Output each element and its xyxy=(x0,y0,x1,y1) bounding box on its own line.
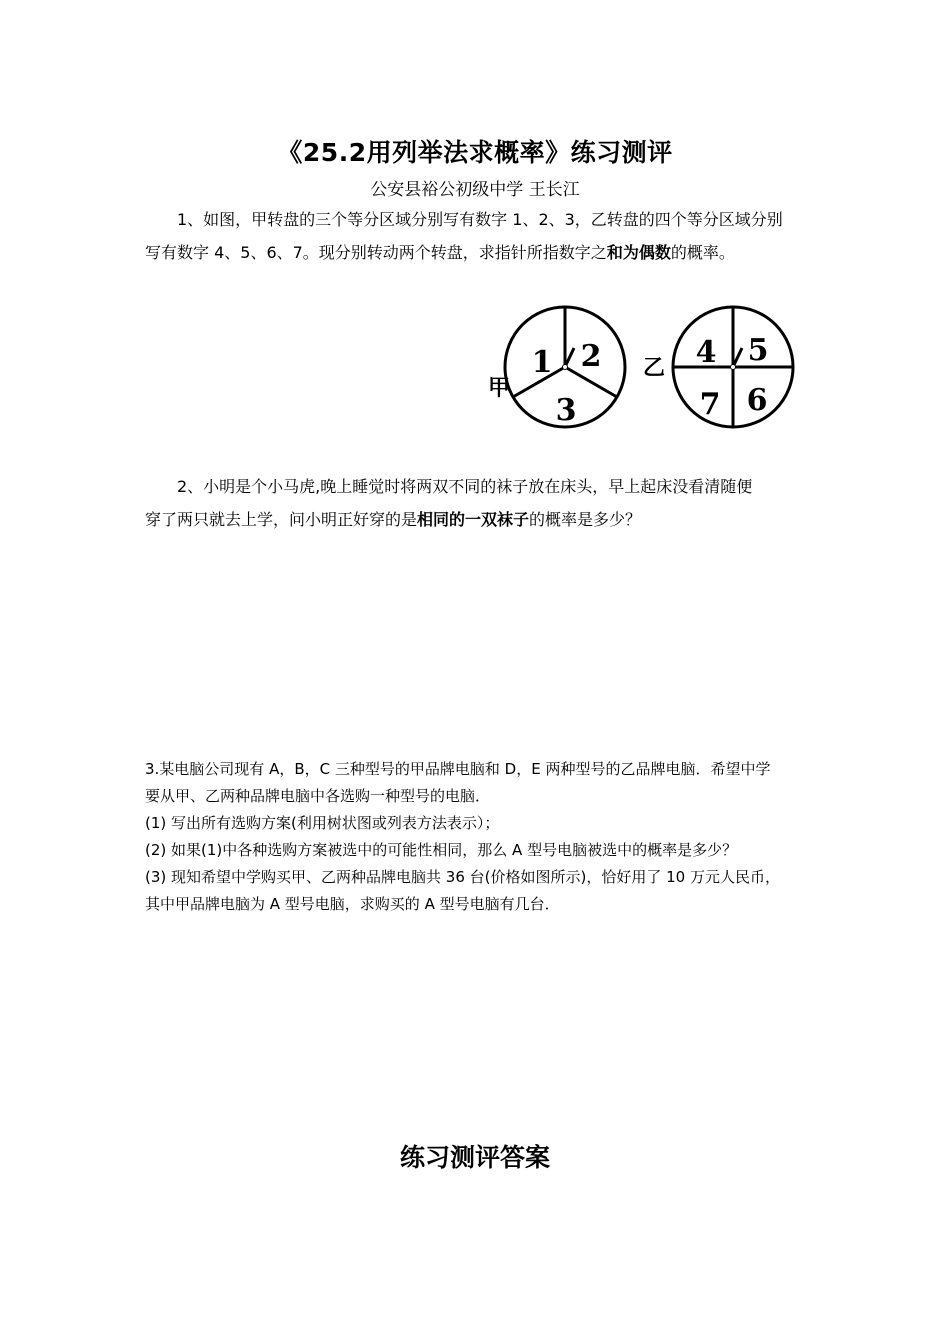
question-1 xyxy=(145,203,813,269)
question-3-part-3: (3) 现知希望中学购买甲、乙两种品牌电脑共 36 台(价格如图所示)，恰好用了 10 万元人民币， xyxy=(145,868,780,886)
spinner-figure xyxy=(470,300,800,430)
spinner-right xyxy=(673,307,793,427)
question-3-part-3-cont: 其中甲品牌电脑为 A 型号电脑，求购买的 A 型号电脑有几台． xyxy=(145,895,560,913)
question-2-emphasis: 相同的一双袜子 xyxy=(417,510,530,529)
spinner-right-number-7: 7 xyxy=(699,387,721,422)
spinner-right-number-4: 4 xyxy=(695,335,717,370)
spinner-left-number-1: 1 xyxy=(531,345,553,380)
page-title: 《25.2用列举法求概率》练习测评 xyxy=(277,138,673,167)
question-2-line-1: 2、小明是个小马虎,晚上睡觉时将两双不同的袜子放在床头，早上起床没看清随便 xyxy=(177,477,753,496)
spinner-left-number-3: 3 xyxy=(555,393,577,428)
spinner-right-number-5: 5 xyxy=(747,333,769,368)
question-3-line-2: 要从甲、乙两种品牌电脑中各选购一种型号的电脑． xyxy=(145,787,491,805)
spinner-left xyxy=(505,307,625,428)
spinner-left-number-2: 2 xyxy=(580,339,602,374)
question-3 xyxy=(145,756,813,918)
question-1-text: 写有数字 4、5、6、7。现分别转动两个转盘，求指针所指数字之 xyxy=(145,243,607,262)
question-1-line-1: 1、如图，甲转盘的三个等分区域分别写有数字 1、2、3，乙转盘的四个等分区域分别 xyxy=(177,210,783,229)
question-1-emphasis: 和为偶数 xyxy=(606,243,671,262)
spinner-left-label: 甲 xyxy=(488,376,511,401)
question-3-part-2: (2) 如果(1)中各种选购方案被选中的可能性相同，那么 A 型号电脑被选中的概率是多少？ xyxy=(145,841,738,859)
spinner-right-number-6: 6 xyxy=(746,383,768,418)
author-line: 公安县裕公初级中学 王长江 xyxy=(370,180,580,200)
answer-title: 练习测评答案 xyxy=(399,1143,550,1172)
question-2-text-end: 的概率是多少？ xyxy=(529,510,642,529)
question-3-line-1: 3.某电脑公司现有 A，B，C 三种型号的甲品牌电脑和 D，E 两种型号的乙品牌电脑．希望中学 xyxy=(145,760,771,778)
question-2-text: 穿了两只就去上学，问小明正好穿的是 xyxy=(145,510,418,529)
question-2 xyxy=(145,470,813,536)
question-3-part-1: (1) 写出所有选购方案(利用树状图或列表方法表示）； xyxy=(145,814,500,832)
question-1-text-end: 的概率。 xyxy=(670,243,735,262)
question-2-line-2 xyxy=(145,503,813,536)
spinner-right-label: 乙 xyxy=(643,356,666,381)
question-1-line-2 xyxy=(145,236,813,269)
